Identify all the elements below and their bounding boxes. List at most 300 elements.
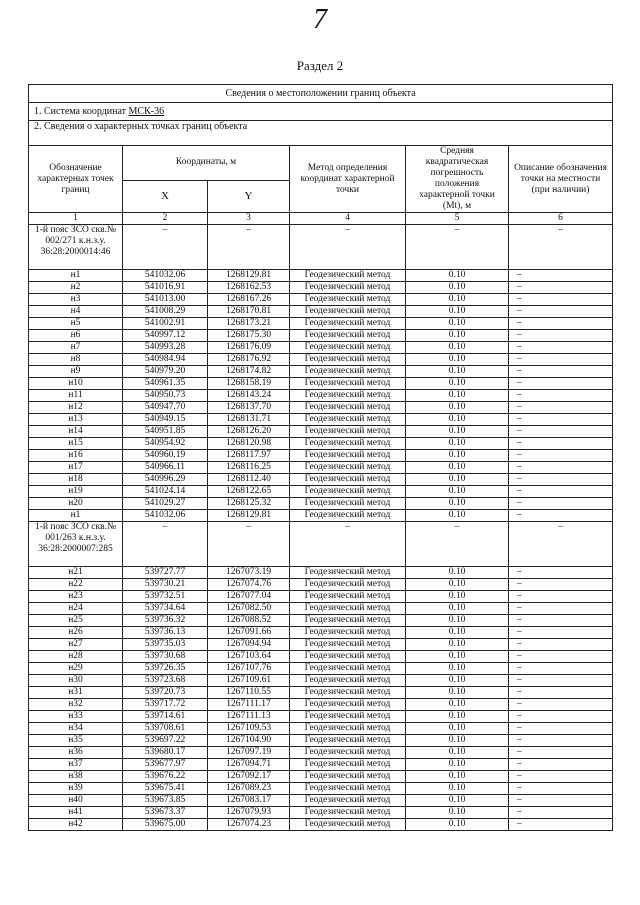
point-name: н25 xyxy=(29,615,123,627)
point-method: Геодезический метод xyxy=(290,603,406,615)
point-x: 540984.94 xyxy=(123,354,208,366)
belt-row xyxy=(29,522,613,567)
point-method: Геодезический метод xyxy=(290,711,406,723)
point-x: 539714.61 xyxy=(123,711,208,723)
point-error: 0.10 xyxy=(406,306,509,318)
col-number-3: 3 xyxy=(208,213,290,225)
point-row xyxy=(29,591,613,603)
point-name: н37 xyxy=(29,759,123,771)
point-method: Геодезический метод xyxy=(290,342,406,354)
point-method: Геодезический метод xyxy=(290,579,406,591)
col-number-2: 2 xyxy=(123,213,208,225)
point-description: – xyxy=(509,795,613,807)
point-x: 540951.85 xyxy=(123,426,208,438)
point-error: 0.10 xyxy=(406,462,509,474)
point-name: н7 xyxy=(29,342,123,354)
point-x: 539677.97 xyxy=(123,759,208,771)
point-method: Геодезический метод xyxy=(290,627,406,639)
col-number-1: 1 xyxy=(29,213,123,225)
point-error: 0.10 xyxy=(406,354,509,366)
point-error: 0.10 xyxy=(406,378,509,390)
point-x: 539736.13 xyxy=(123,627,208,639)
point-name: н38 xyxy=(29,771,123,783)
point-description: – xyxy=(509,462,613,474)
point-x: 539717.72 xyxy=(123,699,208,711)
point-x: 541016.91 xyxy=(123,282,208,294)
point-y: 1267074.23 xyxy=(208,819,290,831)
point-error: 0.10 xyxy=(406,450,509,462)
point-error: 0.10 xyxy=(406,783,509,795)
point-row xyxy=(29,438,613,450)
point-description: – xyxy=(509,807,613,819)
point-method: Геодезический метод xyxy=(290,675,406,687)
point-x: 539697.22 xyxy=(123,735,208,747)
point-method: Геодезический метод xyxy=(290,771,406,783)
point-row xyxy=(29,474,613,486)
point-x: 539680.17 xyxy=(123,747,208,759)
point-error: 0.10 xyxy=(406,414,509,426)
point-row xyxy=(29,675,613,687)
point-description: – xyxy=(509,450,613,462)
point-row xyxy=(29,711,613,723)
point-description: – xyxy=(509,711,613,723)
point-y: 1267079.93 xyxy=(208,807,290,819)
point-method: Геодезический метод xyxy=(290,438,406,450)
point-method: Геодезический метод xyxy=(290,450,406,462)
page-number: 7 xyxy=(313,4,327,35)
col-number-5: 5 xyxy=(406,213,509,225)
point-row xyxy=(29,615,613,627)
point-y: 1267094.94 xyxy=(208,639,290,651)
point-y: 1268129.81 xyxy=(208,510,290,522)
point-row xyxy=(29,510,613,522)
point-y: 1267088.52 xyxy=(208,615,290,627)
point-row xyxy=(29,771,613,783)
point-method: Геодезический метод xyxy=(290,462,406,474)
point-method: Геодезический метод xyxy=(290,306,406,318)
point-method: Геодезический метод xyxy=(290,651,406,663)
point-method: Геодезический метод xyxy=(290,378,406,390)
point-method: Геодезический метод xyxy=(290,414,406,426)
point-description: – xyxy=(509,699,613,711)
point-description: – xyxy=(509,510,613,522)
point-row xyxy=(29,723,613,735)
point-y: 1268170.81 xyxy=(208,306,290,318)
point-description: – xyxy=(509,819,613,831)
point-error: 0.10 xyxy=(406,807,509,819)
point-error: 0.10 xyxy=(406,615,509,627)
point-name: н26 xyxy=(29,627,123,639)
point-description: – xyxy=(509,402,613,414)
point-y: 1268143.24 xyxy=(208,390,290,402)
header-method: Метод определения координат характерной точки xyxy=(290,146,406,213)
point-description: – xyxy=(509,354,613,366)
point-row xyxy=(29,819,613,831)
point-x: 540997.12 xyxy=(123,330,208,342)
point-description: – xyxy=(509,486,613,498)
point-name: н42 xyxy=(29,819,123,831)
point-method: Геодезический метод xyxy=(290,366,406,378)
point-error: 0.10 xyxy=(406,498,509,510)
point-method: Геодезический метод xyxy=(290,663,406,675)
point-description: – xyxy=(509,294,613,306)
point-description: – xyxy=(509,567,613,579)
point-y: 1268112.40 xyxy=(208,474,290,486)
point-x: 539730.21 xyxy=(123,579,208,591)
belt-dash: – xyxy=(406,225,509,270)
point-description: – xyxy=(509,282,613,294)
point-method: Геодезический метод xyxy=(290,699,406,711)
point-name: н33 xyxy=(29,711,123,723)
point-y: 1267110.55 xyxy=(208,687,290,699)
point-y: 1268116.25 xyxy=(208,462,290,474)
point-method: Геодезический метод xyxy=(290,330,406,342)
point-y: 1268137.70 xyxy=(208,402,290,414)
point-name: н35 xyxy=(29,735,123,747)
point-x: 539734.64 xyxy=(123,603,208,615)
point-name: н13 xyxy=(29,414,123,426)
point-name: н10 xyxy=(29,378,123,390)
header-y: Y xyxy=(208,180,290,212)
point-row xyxy=(29,294,613,306)
point-x: 540979.20 xyxy=(123,366,208,378)
point-x: 540993.28 xyxy=(123,342,208,354)
point-y: 1267109.61 xyxy=(208,675,290,687)
point-y: 1268176.09 xyxy=(208,342,290,354)
point-row xyxy=(29,699,613,711)
point-x: 540950.73 xyxy=(123,390,208,402)
section-title: Раздел 2 xyxy=(296,58,344,73)
point-name: н31 xyxy=(29,687,123,699)
point-description: – xyxy=(509,498,613,510)
point-description: – xyxy=(509,687,613,699)
col-number-4: 4 xyxy=(290,213,406,225)
point-x: 539676.22 xyxy=(123,771,208,783)
point-description: – xyxy=(509,615,613,627)
point-name: н28 xyxy=(29,651,123,663)
point-x: 540954.92 xyxy=(123,438,208,450)
point-name: н36 xyxy=(29,747,123,759)
point-name: н1 xyxy=(29,510,123,522)
point-method: Геодезический метод xyxy=(290,294,406,306)
point-error: 0.10 xyxy=(406,627,509,639)
point-y: 1268174.82 xyxy=(208,366,290,378)
point-description: – xyxy=(509,675,613,687)
point-error: 0.10 xyxy=(406,735,509,747)
point-error: 0.10 xyxy=(406,603,509,615)
point-description: – xyxy=(509,579,613,591)
point-x: 539675.00 xyxy=(123,819,208,831)
point-x: 539708.61 xyxy=(123,723,208,735)
belt-dash: – xyxy=(509,225,613,270)
point-x: 539730.68 xyxy=(123,651,208,663)
point-row xyxy=(29,402,613,414)
point-description: – xyxy=(509,438,613,450)
point-name: н20 xyxy=(29,498,123,510)
point-y: 1267082.50 xyxy=(208,603,290,615)
point-method: Геодезический метод xyxy=(290,591,406,603)
point-name: н4 xyxy=(29,306,123,318)
point-error: 0.10 xyxy=(406,486,509,498)
point-description: – xyxy=(509,330,613,342)
point-error: 0.10 xyxy=(406,366,509,378)
point-method: Геодезический метод xyxy=(290,723,406,735)
point-name: н21 xyxy=(29,567,123,579)
point-row xyxy=(29,579,613,591)
point-method: Геодезический метод xyxy=(290,747,406,759)
point-row xyxy=(29,426,613,438)
point-x: 540996.29 xyxy=(123,474,208,486)
point-error: 0.10 xyxy=(406,663,509,675)
point-error: 0.10 xyxy=(406,699,509,711)
point-error: 0.10 xyxy=(406,819,509,831)
point-x: 541032.06 xyxy=(123,510,208,522)
point-description: – xyxy=(509,783,613,795)
point-method: Геодезический метод xyxy=(290,795,406,807)
point-x: 541002.91 xyxy=(123,318,208,330)
point-row xyxy=(29,486,613,498)
point-description: – xyxy=(509,723,613,735)
point-name: н41 xyxy=(29,807,123,819)
point-row xyxy=(29,270,613,282)
point-name: н11 xyxy=(29,390,123,402)
belt-dash: – xyxy=(208,522,290,567)
point-y: 1267092.17 xyxy=(208,771,290,783)
point-name: н27 xyxy=(29,639,123,651)
point-x: 539732.51 xyxy=(123,591,208,603)
table-title: Сведения о местоположении границ объекта xyxy=(29,85,613,103)
point-description: – xyxy=(509,591,613,603)
point-description: – xyxy=(509,318,613,330)
point-x: 540966.11 xyxy=(123,462,208,474)
point-row xyxy=(29,783,613,795)
header-x: X xyxy=(123,180,208,212)
point-name: н23 xyxy=(29,591,123,603)
point-name: н8 xyxy=(29,354,123,366)
point-row xyxy=(29,318,613,330)
point-y: 1268162.53 xyxy=(208,282,290,294)
header-description: Описание обозначения точки на местности (при наличии) xyxy=(509,146,613,213)
point-description: – xyxy=(509,342,613,354)
point-method: Геодезический метод xyxy=(290,474,406,486)
point-method: Геодезический метод xyxy=(290,498,406,510)
point-method: Геодезический метод xyxy=(290,759,406,771)
point-method: Геодезический метод xyxy=(290,486,406,498)
point-name: н16 xyxy=(29,450,123,462)
belt-dash: – xyxy=(290,225,406,270)
point-y: 1267111.13 xyxy=(208,711,290,723)
point-x: 539675.41 xyxy=(123,783,208,795)
point-row xyxy=(29,687,613,699)
point-y: 1268125.32 xyxy=(208,498,290,510)
point-description: – xyxy=(509,771,613,783)
points-title: 2. Сведения о характерных точках границ объекта xyxy=(29,121,613,146)
point-error: 0.10 xyxy=(406,639,509,651)
point-x: 541029.27 xyxy=(123,498,208,510)
point-row xyxy=(29,747,613,759)
point-method: Геодезический метод xyxy=(290,354,406,366)
point-x: 541024.14 xyxy=(123,486,208,498)
col-number-6: 6 xyxy=(509,213,613,225)
point-row xyxy=(29,378,613,390)
point-y: 1268176.92 xyxy=(208,354,290,366)
point-error: 0.10 xyxy=(406,711,509,723)
point-row xyxy=(29,663,613,675)
point-error: 0.10 xyxy=(406,510,509,522)
point-description: – xyxy=(509,627,613,639)
point-description: – xyxy=(509,759,613,771)
point-name: н15 xyxy=(29,438,123,450)
point-method: Геодезический метод xyxy=(290,567,406,579)
point-y: 1267077.04 xyxy=(208,591,290,603)
point-description: – xyxy=(509,747,613,759)
belt-dash: – xyxy=(123,225,208,270)
point-y: 1268122.65 xyxy=(208,486,290,498)
point-x: 541013.00 xyxy=(123,294,208,306)
point-error: 0.10 xyxy=(406,759,509,771)
point-error: 0.10 xyxy=(406,567,509,579)
point-method: Геодезический метод xyxy=(290,639,406,651)
header-coordinates: Координаты, м xyxy=(123,146,290,181)
point-method: Геодезический метод xyxy=(290,615,406,627)
point-y: 1268167.26 xyxy=(208,294,290,306)
point-row xyxy=(29,390,613,402)
point-description: – xyxy=(509,663,613,675)
point-x: 539727.77 xyxy=(123,567,208,579)
belt-dash: – xyxy=(123,522,208,567)
point-row xyxy=(29,462,613,474)
belt-row xyxy=(29,225,613,270)
point-row xyxy=(29,651,613,663)
point-x: 540947.70 xyxy=(123,402,208,414)
point-y: 1268129.81 xyxy=(208,270,290,282)
point-error: 0.10 xyxy=(406,795,509,807)
point-name: н40 xyxy=(29,795,123,807)
point-error: 0.10 xyxy=(406,402,509,414)
point-method: Геодезический метод xyxy=(290,783,406,795)
point-name: н18 xyxy=(29,474,123,486)
point-name: н12 xyxy=(29,402,123,414)
point-row xyxy=(29,759,613,771)
point-error: 0.10 xyxy=(406,390,509,402)
point-row xyxy=(29,735,613,747)
point-name: н6 xyxy=(29,330,123,342)
belt-dash: – xyxy=(406,522,509,567)
point-description: – xyxy=(509,366,613,378)
point-error: 0.10 xyxy=(406,294,509,306)
point-error: 0.10 xyxy=(406,342,509,354)
point-y: 1267089.23 xyxy=(208,783,290,795)
point-error: 0.10 xyxy=(406,330,509,342)
belt-name: 1-й пояс ЗСО скв.№ 001/263 к.н.з.у. 36:28:2000007:285 xyxy=(29,522,123,567)
point-name: н30 xyxy=(29,675,123,687)
point-method: Геодезический метод xyxy=(290,807,406,819)
point-description: – xyxy=(509,603,613,615)
point-y: 1267111.17 xyxy=(208,699,290,711)
point-method: Геодезический метод xyxy=(290,510,406,522)
point-description: – xyxy=(509,639,613,651)
point-row xyxy=(29,306,613,318)
point-error: 0.10 xyxy=(406,747,509,759)
point-y: 1267097.19 xyxy=(208,747,290,759)
point-x: 540961.35 xyxy=(123,378,208,390)
point-description: – xyxy=(509,735,613,747)
point-y: 1267074.76 xyxy=(208,579,290,591)
point-name: н14 xyxy=(29,426,123,438)
belt-dash: – xyxy=(208,225,290,270)
point-method: Геодезический метод xyxy=(290,270,406,282)
point-y: 1267083.17 xyxy=(208,795,290,807)
point-y: 1268173.21 xyxy=(208,318,290,330)
point-y: 1268120.98 xyxy=(208,438,290,450)
point-row xyxy=(29,354,613,366)
point-y: 1268126.20 xyxy=(208,426,290,438)
point-description: – xyxy=(509,426,613,438)
point-method: Геодезический метод xyxy=(290,819,406,831)
point-error: 0.10 xyxy=(406,591,509,603)
point-x: 539673.37 xyxy=(123,807,208,819)
point-description: – xyxy=(509,270,613,282)
point-row xyxy=(29,330,613,342)
point-name: н2 xyxy=(29,282,123,294)
point-row xyxy=(29,450,613,462)
point-name: н39 xyxy=(29,783,123,795)
point-error: 0.10 xyxy=(406,651,509,663)
point-row xyxy=(29,603,613,615)
point-x: 539673.85 xyxy=(123,795,208,807)
point-name: н22 xyxy=(29,579,123,591)
point-name: н19 xyxy=(29,486,123,498)
point-name: н17 xyxy=(29,462,123,474)
point-description: – xyxy=(509,306,613,318)
point-row xyxy=(29,627,613,639)
point-x: 540960.19 xyxy=(123,450,208,462)
point-row xyxy=(29,414,613,426)
point-description: – xyxy=(509,390,613,402)
point-y: 1268131.71 xyxy=(208,414,290,426)
point-error: 0.10 xyxy=(406,282,509,294)
point-name: н34 xyxy=(29,723,123,735)
point-method: Геодезический метод xyxy=(290,402,406,414)
point-x: 539723.68 xyxy=(123,675,208,687)
point-y: 1268158.19 xyxy=(208,378,290,390)
header-error: Средняя квадратическая погрешность положения характерной точки (Мt), м xyxy=(406,146,509,213)
point-y: 1268175.30 xyxy=(208,330,290,342)
point-error: 0.10 xyxy=(406,579,509,591)
point-error: 0.10 xyxy=(406,426,509,438)
point-row xyxy=(29,366,613,378)
point-error: 0.10 xyxy=(406,675,509,687)
point-y: 1267094.71 xyxy=(208,759,290,771)
point-x: 539720.73 xyxy=(123,687,208,699)
point-description: – xyxy=(509,414,613,426)
point-method: Геодезический метод xyxy=(290,282,406,294)
point-x: 541008.29 xyxy=(123,306,208,318)
belt-dash: – xyxy=(509,522,613,567)
point-x: 539735.03 xyxy=(123,639,208,651)
point-x: 540949.15 xyxy=(123,414,208,426)
point-error: 0.10 xyxy=(406,723,509,735)
point-x: 539726.35 xyxy=(123,663,208,675)
point-error: 0.10 xyxy=(406,318,509,330)
header-point-designation: Обозначение характерных точек границ xyxy=(29,146,123,213)
point-description: – xyxy=(509,474,613,486)
point-name: н1 xyxy=(29,270,123,282)
point-row xyxy=(29,498,613,510)
point-error: 0.10 xyxy=(406,270,509,282)
boundary-table xyxy=(28,84,613,831)
point-name: н29 xyxy=(29,663,123,675)
